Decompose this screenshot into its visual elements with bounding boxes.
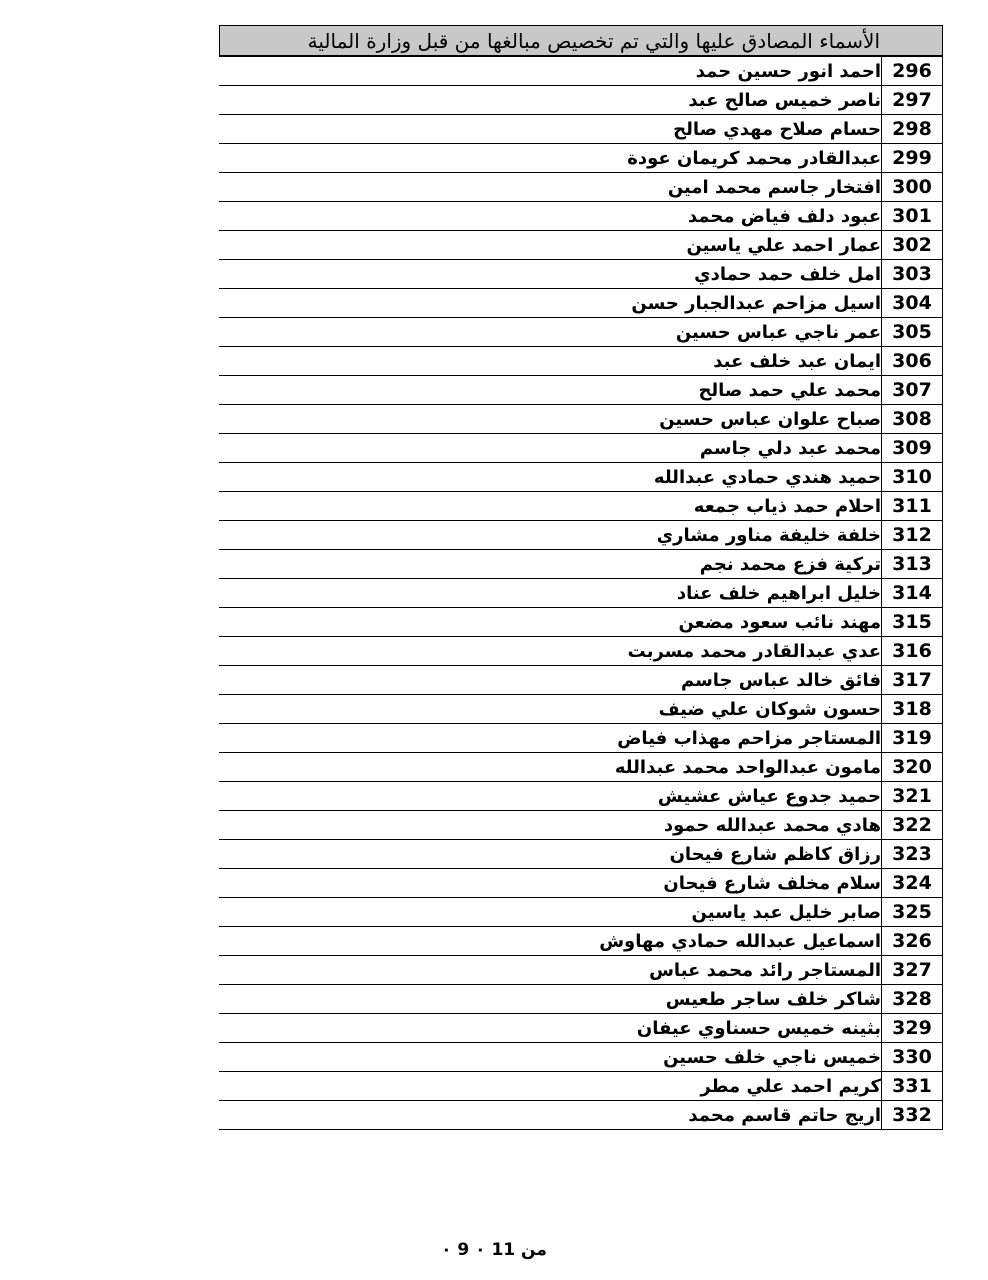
- table-row: [219, 202, 943, 231]
- row-number: 314: [882, 579, 943, 608]
- row-number: 304: [882, 289, 943, 318]
- table-row: [219, 1043, 943, 1072]
- row-number: 329: [882, 1014, 943, 1043]
- row-number: 298: [882, 115, 943, 144]
- row-name: اريج حاتم قاسم محمد: [219, 1101, 882, 1130]
- table-row: [219, 666, 943, 695]
- row-number: 303: [882, 260, 943, 289]
- row-number: 305: [882, 318, 943, 347]
- row-number: 297: [882, 86, 943, 115]
- table-row: [219, 173, 943, 202]
- table-row: [219, 521, 943, 550]
- row-number: 309: [882, 434, 943, 463]
- row-number: 326: [882, 927, 943, 956]
- row-name: حسام صلاح مهدي صالح: [219, 115, 882, 144]
- row-name: مهند نائب سعود مضعن: [219, 608, 882, 637]
- row-number: 328: [882, 985, 943, 1014]
- row-number: 302: [882, 231, 943, 260]
- row-name: خليل ابراهيم خلف عناد: [219, 579, 882, 608]
- header-title: الأسماء المصادق عليها والتي تم تخصيص مبالغها من قبل وزارة المالية: [307, 28, 880, 53]
- row-name: المستاجر رائد محمد عباس: [219, 956, 882, 985]
- row-number: 324: [882, 869, 943, 898]
- row-number: 316: [882, 637, 943, 666]
- table-header: [219, 25, 943, 56]
- row-number: 312: [882, 521, 943, 550]
- row-number: 322: [882, 811, 943, 840]
- row-number: 299: [882, 144, 943, 173]
- row-name: اسماعيل عبدالله حمادي مهاوش: [219, 927, 882, 956]
- row-name: امل خلف حمد حمادي: [219, 260, 882, 289]
- row-name: مامون عبدالواحد محمد عبدالله: [219, 753, 882, 782]
- row-number: 310: [882, 463, 943, 492]
- row-number: 325: [882, 898, 943, 927]
- row-number: 313: [882, 550, 943, 579]
- row-name: صابر خليل عبد ياسين: [219, 898, 882, 927]
- row-number: 300: [882, 173, 943, 202]
- row-name: كريم احمد علي مطر: [219, 1072, 882, 1101]
- table-row: [219, 492, 943, 521]
- table-row: [219, 898, 943, 927]
- row-name: صباح علوان عباس حسين: [219, 405, 882, 434]
- table-row: [219, 57, 943, 86]
- row-name: اسيل مزاحم عبدالجبار حسن: [219, 289, 882, 318]
- table-row: [219, 753, 943, 782]
- table-row: [219, 115, 943, 144]
- table-row: [219, 289, 943, 318]
- table-row: [219, 840, 943, 869]
- row-name: افتخار جاسم محمد امين: [219, 173, 882, 202]
- row-name: المستاجر مزاحم مهذاب فياض: [219, 724, 882, 753]
- table-row: [219, 724, 943, 753]
- table-row: [219, 1072, 943, 1101]
- table-row: [219, 1101, 943, 1130]
- row-name: عبود دلف فياض محمد: [219, 202, 882, 231]
- table-row: [219, 260, 943, 289]
- table-row: [219, 782, 943, 811]
- row-name: شاكر خلف ساجر طعيس: [219, 985, 882, 1014]
- table-row: [219, 376, 943, 405]
- table-row: [219, 463, 943, 492]
- table-row: [219, 811, 943, 840]
- row-name: ايمان عبد خلف عبد: [219, 347, 882, 376]
- table-row: [219, 86, 943, 115]
- row-name: خميس ناجي خلف حسين: [219, 1043, 882, 1072]
- table-row: [219, 637, 943, 666]
- table-row: [219, 927, 943, 956]
- table-row: [219, 985, 943, 1014]
- row-number: 307: [882, 376, 943, 405]
- row-number: 308: [882, 405, 943, 434]
- names-table-body: [219, 57, 943, 1130]
- row-name: تركية فزع محمد نجم: [219, 550, 882, 579]
- table-row: [219, 695, 943, 724]
- table-row: [219, 869, 943, 898]
- row-name: فائق خالد عباس جاسم: [219, 666, 882, 695]
- row-number: 330: [882, 1043, 943, 1072]
- row-name: بثينه خميس حسناوي عيفان: [219, 1014, 882, 1043]
- row-name: احمد انور حسين حمد: [219, 57, 882, 86]
- row-number: 319: [882, 724, 943, 753]
- row-name: ناصر خميس صالح عبد: [219, 86, 882, 115]
- page-number: ٠ 9 من 11 ٠: [441, 1240, 547, 1260]
- row-number: 296: [882, 57, 943, 86]
- table-row: [219, 231, 943, 260]
- names-table: [219, 56, 943, 1130]
- row-number: 306: [882, 347, 943, 376]
- table-row: [219, 144, 943, 173]
- row-number: 321: [882, 782, 943, 811]
- table-row: [219, 347, 943, 376]
- row-number: 323: [882, 840, 943, 869]
- table-row: [219, 579, 943, 608]
- table-row: [219, 956, 943, 985]
- row-name: محمد علي حمد صالح: [219, 376, 882, 405]
- table-row: [219, 550, 943, 579]
- row-number: 315: [882, 608, 943, 637]
- table-row: [219, 405, 943, 434]
- row-number: 320: [882, 753, 943, 782]
- table-row: [219, 318, 943, 347]
- row-name: محمد عبد دلي جاسم: [219, 434, 882, 463]
- table-row: [219, 608, 943, 637]
- row-name: هادي محمد عبدالله حمود: [219, 811, 882, 840]
- row-number: 318: [882, 695, 943, 724]
- row-name: حميد هندي حمادي عبدالله: [219, 463, 882, 492]
- row-number: 332: [882, 1101, 943, 1130]
- row-number: 311: [882, 492, 943, 521]
- row-number: 301: [882, 202, 943, 231]
- row-name: عبدالقادر محمد كريمان عودة: [219, 144, 882, 173]
- row-name: حسون شوكان علي ضيف: [219, 695, 882, 724]
- row-name: عمار احمد علي ياسين: [219, 231, 882, 260]
- table-row: [219, 434, 943, 463]
- row-number: 331: [882, 1072, 943, 1101]
- row-number: 327: [882, 956, 943, 985]
- names-sheet: [219, 25, 943, 1130]
- row-name: حميد جدوع عياش عشيش: [219, 782, 882, 811]
- row-number: 317: [882, 666, 943, 695]
- row-name: رزاق كاظم شارع فيحان: [219, 840, 882, 869]
- row-name: عمر ناجي عباس حسين: [219, 318, 882, 347]
- row-name: احلام حمد ذياب جمعه: [219, 492, 882, 521]
- table-row: [219, 1014, 943, 1043]
- row-name: عدي عبدالقادر محمد مسربت: [219, 637, 882, 666]
- row-name: سلام مخلف شارع فيحان: [219, 869, 882, 898]
- row-name: خلفة خليفة مناور مشاري: [219, 521, 882, 550]
